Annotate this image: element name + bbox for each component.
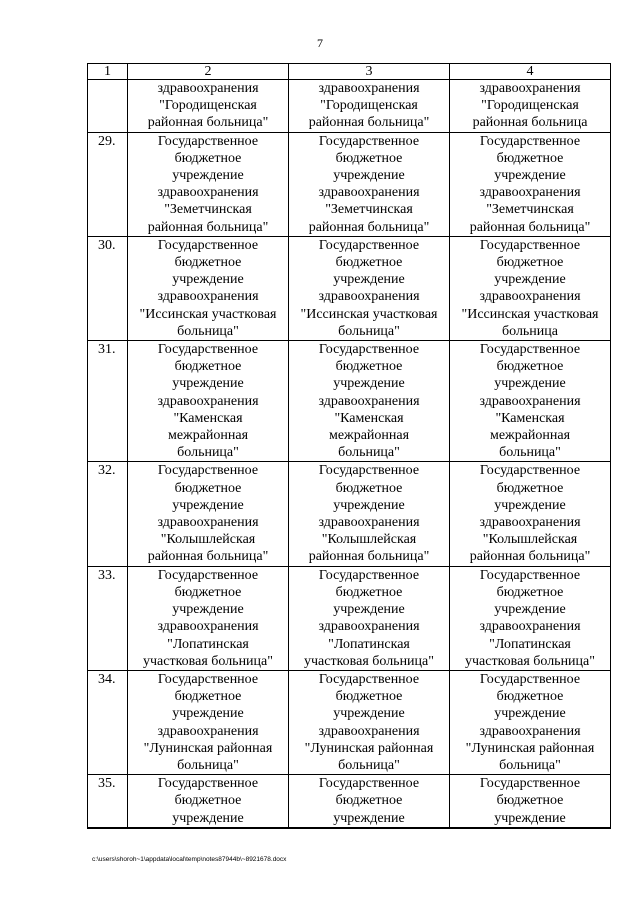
cell-col-3: Государственное бюджетное учреждение: [289, 775, 450, 828]
cell-col-2: здравоохранения "Городищенская районная больница": [128, 80, 289, 133]
cell-col-2: [128, 827, 289, 828]
cell-col-2: Государственное бюджетное учреждение здравоохранения "Колышлейская районная больница": [128, 462, 289, 566]
row-number: 30.: [88, 236, 128, 340]
row-number: 33.: [88, 566, 128, 670]
cell-col-4: Государственное бюджетное учреждение здравоохранения "Каменская межрайонная больница": [450, 341, 611, 462]
header-col-1: 1: [88, 64, 128, 80]
cell-col-4: Государственное бюджетное учреждение: [450, 775, 611, 828]
row-number: 31.: [88, 341, 128, 462]
cell-col-4: Государственное бюджетное учреждение здравоохранения "Лунинская районная больница": [450, 670, 611, 774]
cell-col-3: [289, 827, 450, 828]
table-row: [88, 827, 611, 828]
footer-file-path: c:\users\shoroh~1\appdata\local\temp\notes87944b\~8921678.docx: [92, 856, 287, 863]
row-number: 34.: [88, 670, 128, 774]
cell-col-3: Государственное бюджетное учреждение здравоохранения "Лунинская районная больница": [289, 670, 450, 774]
cell-col-2: Государственное бюджетное учреждение здравоохранения "Лунинская районная больница": [128, 670, 289, 774]
table-row: [88, 80, 611, 133]
cell-col-3: Государственное бюджетное учреждение здравоохранения "Земетчинская районная больница": [289, 132, 450, 236]
table-row: [88, 341, 611, 462]
cell-col-2: Государственное бюджетное учреждение здравоохранения "Земетчинская районная больница": [128, 132, 289, 236]
table-header-row: [88, 64, 611, 80]
table-row: [88, 462, 611, 566]
cell-col-4: [450, 827, 611, 828]
row-number: 32.: [88, 462, 128, 566]
header-col-3: 3: [289, 64, 450, 80]
cell-col-2: Государственное бюджетное учреждение здравоохранения "Иссинская участковая больница": [128, 236, 289, 340]
row-number: 29.: [88, 132, 128, 236]
row-number: 35.: [88, 775, 128, 828]
table-row: [88, 775, 611, 828]
cell-col-3: Государственное бюджетное учреждение здравоохранения "Лопатинская участковая больница": [289, 566, 450, 670]
page-number: 7: [317, 36, 323, 50]
table-row: [88, 566, 611, 670]
table-row: [88, 670, 611, 774]
header-col-2: 2: [128, 64, 289, 80]
cell-col-4: Государственное бюджетное учреждение здравоохранения "Иссинская участковая больница: [450, 236, 611, 340]
cell-col-2: Государственное бюджетное учреждение: [128, 775, 289, 828]
row-number: [88, 80, 128, 133]
cell-col-2: Государственное бюджетное учреждение здравоохранения "Каменская межрайонная больница": [128, 341, 289, 462]
cell-col-3: Государственное бюджетное учреждение здравоохранения "Колышлейская районная больница": [289, 462, 450, 566]
table-row: [88, 132, 611, 236]
table-row: [88, 236, 611, 340]
institutions-table: [87, 63, 611, 829]
cell-col-3: Государственное бюджетное учреждение здравоохранения "Иссинская участковая больница": [289, 236, 450, 340]
cell-col-4: здравоохранения "Городищенская районная больница: [450, 80, 611, 133]
cell-col-4: Государственное бюджетное учреждение здравоохранения "Колышлейская районная больница": [450, 462, 611, 566]
header-col-4: 4: [450, 64, 611, 80]
cell-col-3: Государственное бюджетное учреждение здравоохранения "Каменская межрайонная больница": [289, 341, 450, 462]
row-number: [88, 827, 128, 828]
cell-col-4: Государственное бюджетное учреждение здравоохранения "Земетчинская районная больница": [450, 132, 611, 236]
cell-col-3: здравоохранения "Городищенская районная больница": [289, 80, 450, 133]
cell-col-2: Государственное бюджетное учреждение здравоохранения "Лопатинская участковая больница": [128, 566, 289, 670]
cell-col-4: Государственное бюджетное учреждение здравоохранения "Лопатинская участковая больница": [450, 566, 611, 670]
